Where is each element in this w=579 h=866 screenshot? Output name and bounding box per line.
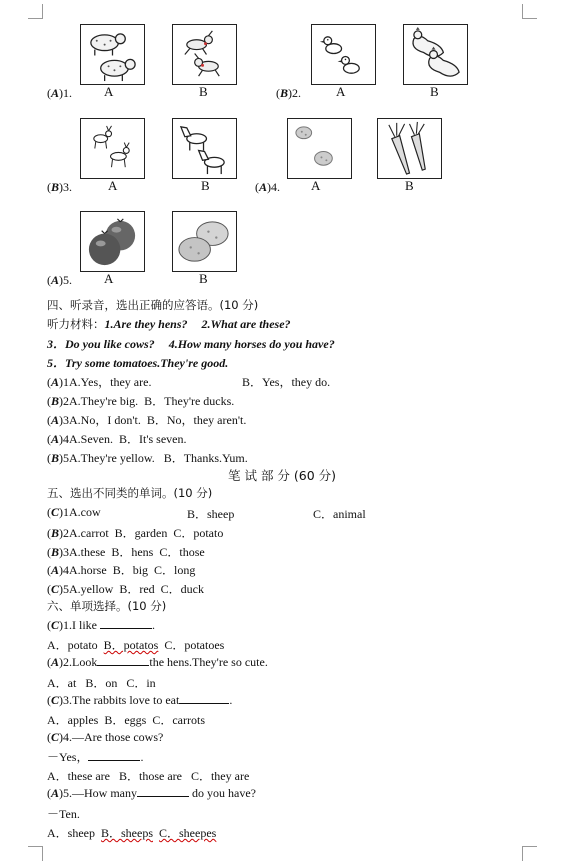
option-label: A: [336, 84, 346, 99]
option-label: B: [430, 84, 439, 99]
options-row: A．at B．on C．in: [47, 676, 156, 690]
question-reply: －Yes， .: [47, 750, 144, 764]
question-stem: (C)3.The rabbits love to eat .: [47, 693, 233, 707]
potato-icon: [172, 211, 237, 272]
tomato-icon: [80, 211, 145, 272]
answer-row: (A)1A.Yes，they are. B．Yes，they do.: [47, 375, 331, 389]
question-number: (B)2.: [276, 86, 302, 100]
answer-row: (C)5A.yellow B．red C．duck: [47, 582, 205, 596]
section-title: 六、单项选择。(10 分): [47, 599, 167, 613]
option-label: B: [199, 84, 208, 99]
answer-row: (B)2A.They're big. B．They're ducks.: [47, 394, 235, 408]
listening-material: 3．Do you like cows? 4.How many horses do you have?: [47, 337, 335, 351]
options-row: A．potato B．potatos C．potatoes: [47, 638, 225, 652]
option-label: B: [201, 178, 210, 193]
options-row: A．apples B．eggs C．carrots: [47, 713, 205, 727]
question-reply: －Ten.: [47, 807, 80, 821]
option-label: A: [104, 271, 114, 286]
answer-blank: [179, 693, 229, 704]
crop-mark: [28, 4, 43, 19]
listening-material: 5．Try some tomatoes.They're good.: [47, 356, 229, 370]
deer-icon: [80, 118, 145, 179]
question-stem: (C)4.—Are those cows?: [47, 730, 164, 744]
option-label: B: [405, 178, 414, 193]
answer-blank: [100, 618, 152, 629]
answer-blank: [137, 786, 189, 797]
goat-icon: [172, 24, 237, 85]
answer-row: (A)4A.horse B．big C．long: [47, 563, 196, 577]
option-label: B: [199, 271, 208, 286]
option-label: A: [311, 178, 321, 193]
options-row: A．sheep B．sheeps C．sheepes: [47, 826, 217, 840]
part-header: 笔 试 部 分 (60 分): [228, 468, 337, 483]
answer-row: (A)4A.Seven. B．It's seven.: [47, 432, 187, 446]
listening-material: 听力材料：1.Are they hens? 2.What are these?: [47, 317, 291, 331]
answer-row: (B)3A.these B．hens C．those: [47, 545, 205, 559]
option-label: A: [104, 84, 114, 99]
duck-icon: [311, 24, 376, 85]
section-title: 四、听录音，选出正确的应答语。(10 分): [47, 298, 259, 312]
hen-icon: [403, 24, 468, 85]
answer-row: (B)5A.They're yellow. B．Thanks.Yum.: [47, 451, 248, 465]
answer-row: (A)3A.No，I don't. B．No，they aren't.: [47, 413, 247, 427]
options-row: A．these are B．those are C．they are: [47, 769, 250, 783]
potato-icon: [287, 118, 352, 179]
question-stem: (A)5.—How many do you have?: [47, 786, 256, 800]
question-number: (B)3.: [47, 180, 73, 194]
answer-blank: [88, 750, 140, 761]
question-number: (A)5.: [47, 273, 73, 287]
question-stem: (A)2.Look the hens.They're so cute.: [47, 655, 268, 669]
question-stem: (C)1.I like .: [47, 618, 156, 632]
crop-mark: [522, 4, 537, 19]
carrot-icon: [377, 118, 442, 179]
answer-row: (C)1A.cow B．sheep C．animal: [47, 505, 366, 521]
horse-icon: [172, 118, 237, 179]
section-title: 五、选出不同类的单词。(10 分): [47, 486, 213, 500]
option-label: A: [108, 178, 118, 193]
answer-row: (B)2A.carrot B．garden C．potato: [47, 526, 224, 540]
sheep-icon: [80, 24, 145, 85]
crop-mark: [522, 846, 537, 861]
answer-blank: [97, 655, 149, 666]
crop-mark: [28, 846, 43, 861]
question-number: (A)4.: [255, 180, 281, 194]
question-number: (A)1.: [47, 86, 73, 100]
